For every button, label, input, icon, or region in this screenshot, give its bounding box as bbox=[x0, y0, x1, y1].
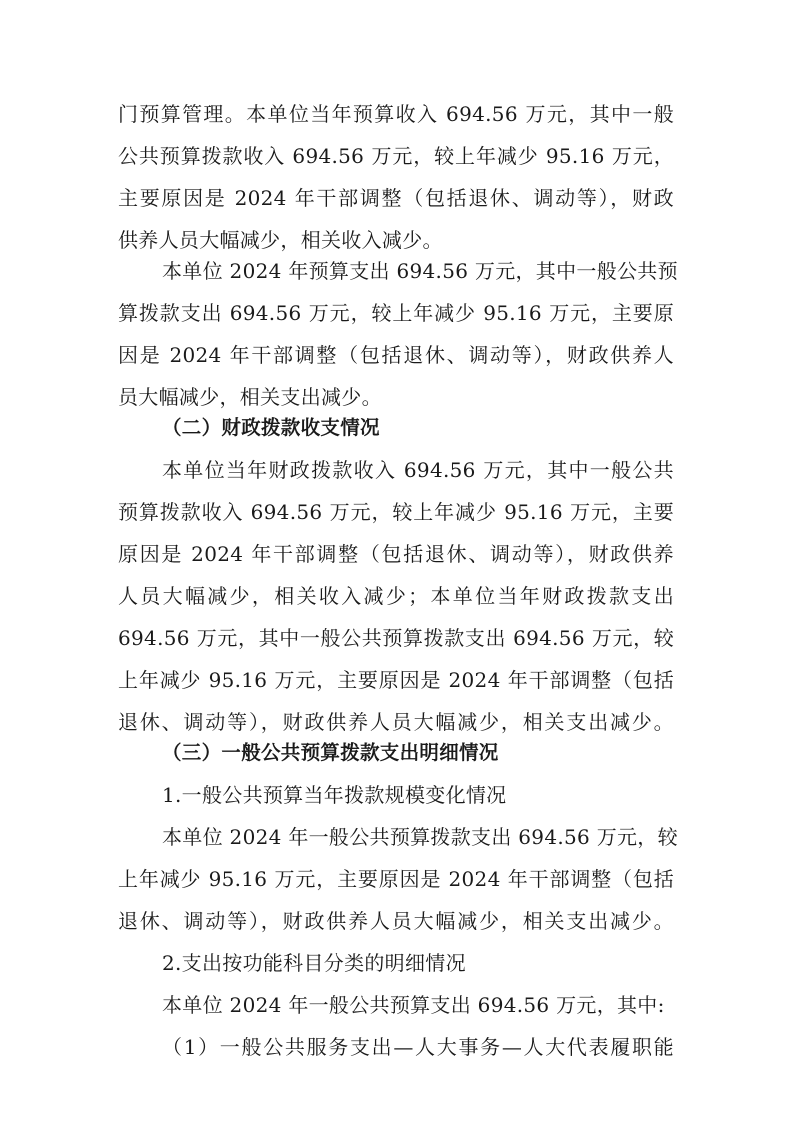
section-heading-3: （三）一般公共预算拨款支出明细情况 bbox=[162, 741, 499, 764]
paragraph-line: 主要原因是 2024 年干部调整（包括退休、调动等），财政 bbox=[118, 186, 674, 210]
paragraph-line: 公共预算拨款收入 694.56 万元，较上年减少 95.16 万元， bbox=[118, 144, 674, 168]
paragraph-line: 694.56 万元，其中一般公共预算拨款支出 694.56 万元，较 bbox=[118, 626, 674, 650]
paragraph-line: 本单位 2024 年一般公共预算支出 694.56 万元，其中: bbox=[162, 993, 665, 1017]
paragraph-line: 原因是 2024 年干部调整（包括退休、调动等），财政供养 bbox=[118, 542, 674, 566]
section-heading-2: （二）财政拨款收支情况 bbox=[162, 416, 380, 439]
paragraph-line: 预算拨款收入 694.56 万元，较上年减少 95.16 万元，主要 bbox=[118, 500, 674, 524]
paragraph-line: 因是 2024 年干部调整（包括退休、调动等），财政供养人 bbox=[118, 343, 674, 367]
paragraph-line: 人员大幅减少，相关收入减少；本单位当年财政拨款支出 bbox=[118, 584, 674, 608]
paragraph-line: 本单位 2024 年一般公共预算拨款支出 694.56 万元，较 bbox=[162, 825, 678, 849]
paragraph-line: 上年减少 95.16 万元，主要原因是 2024 年干部调整（包括 bbox=[118, 867, 674, 891]
paragraph-line: 上年减少 95.16 万元，主要原因是 2024 年干部调整（包括 bbox=[118, 668, 674, 692]
paragraph-line: 退休、调动等），财政供养人员大幅减少，相关支出减少。 bbox=[118, 909, 674, 933]
paragraph-line: 员大幅减少，相关支出减少。 bbox=[118, 385, 382, 409]
list-item-line: （1）一般公共服务支出—人大事务—人大代表履职能 bbox=[162, 1035, 674, 1059]
paragraph-line: 门预算管理。本单位当年预算收入 694.56 万元，其中一般 bbox=[118, 102, 674, 126]
paragraph-line: 本单位当年财政拨款收入 694.56 万元，其中一般公共 bbox=[162, 458, 674, 482]
subsection-heading-1: 1.一般公共预算当年拨款规模变化情况 bbox=[162, 783, 507, 807]
paragraph-line: 算拨款支出 694.56 万元，较上年减少 95.16 万元，主要原 bbox=[118, 301, 674, 325]
paragraph-line: 供养人员大幅减少，相关收入减少。 bbox=[118, 228, 443, 252]
paragraph-line: 本单位 2024 年预算支出 694.56 万元，其中一般公共预 bbox=[162, 259, 678, 283]
paragraph-line: 退休、调动等），财政供养人员大幅减少，相关支出减少。 bbox=[118, 710, 674, 734]
subsection-heading-2: 2.支出按功能科目分类的明细情况 bbox=[162, 951, 466, 975]
